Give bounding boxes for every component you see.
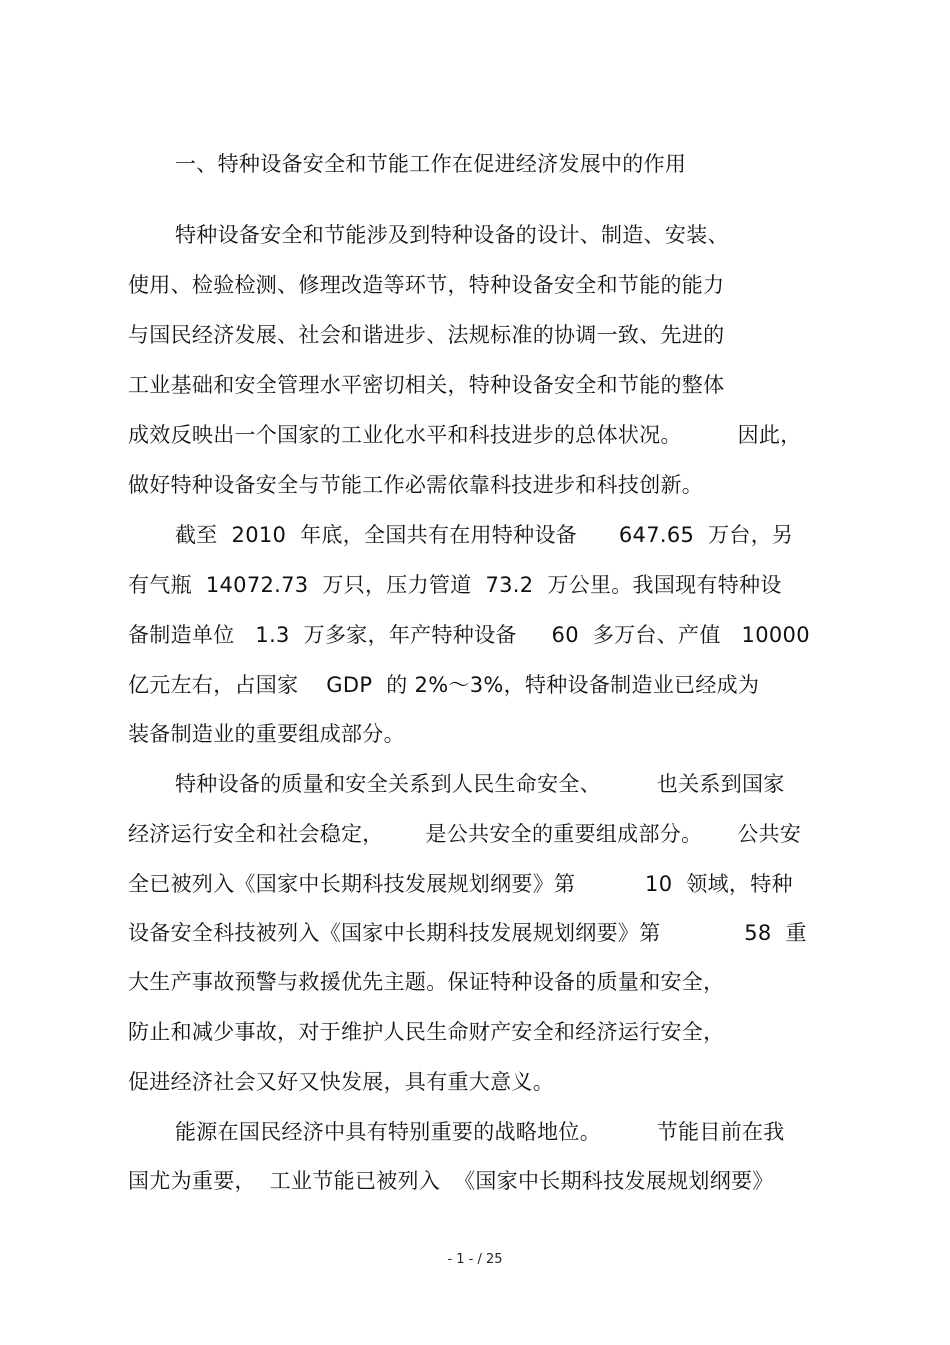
paragraph-line: 使用、检验检测、修理改造等环节，特种设备安全和节能的能力	[128, 273, 725, 297]
page-number-footer: - 1 - / 25	[447, 1252, 503, 1267]
paragraph-line: 防止和减少事故，对于维护人民生命财产安全和经济运行安全，	[128, 1020, 725, 1044]
paragraph-line: 特种设备的质量和安全关系到人民生命安全、 也关系到国家	[175, 772, 785, 796]
paragraph-line: 特种设备安全和节能涉及到特种设备的设计、制造、安装、	[175, 223, 729, 247]
paragraph-line: 与国民经济发展、社会和谐进步、法规标准的协调一致、先进的	[128, 323, 725, 347]
paragraph-line: 国尤为重要， 工业节能已被列入 《国家中长期科技发展规划纲要》	[128, 1169, 774, 1193]
paragraph-line: 装备制造业的重要组成部分。	[128, 722, 405, 746]
paragraph-line: 做好特种设备安全与节能工作必需依靠科技进步和科技创新。	[128, 473, 704, 497]
paragraph-line: 设备安全科技被列入《国家中长期科技发展规划纲要》第 58 重	[128, 921, 807, 945]
paragraph-line: 成效反映出一个国家的工业化水平和科技进步的总体状况。 因此，	[128, 423, 802, 447]
paragraph-line: 经济运行安全和社会稳定， 是公共安全的重要组成部分。 公共安	[128, 822, 802, 846]
paragraph-line: 能源在国民经济中具有特别重要的战略地位。 节能目前在我	[175, 1120, 785, 1144]
paragraph-line: 亿元左右，占国家 GDP 的 2%～3%，特种设备制造业已经成为	[128, 673, 760, 697]
paragraph-line: 促进经济社会又好又快发展，具有重大意义。	[128, 1070, 554, 1094]
paragraph-line: 备制造单位 1.3 万多家，年产特种设备 60 多万台、产值 10000	[128, 623, 810, 647]
paragraph-line: 工业基础和安全管理水平密切相关，特种设备安全和节能的整体	[128, 373, 725, 397]
paragraph-line: 大生产事故预警与救援优先主题。保证特种设备的质量和安全，	[128, 970, 725, 994]
paragraph-line: 有气瓶 14072.73 万只，压力管道 73.2 万公里。我国现有特种设	[128, 573, 782, 597]
paragraph-line: 截至 2010 年底，全国共有在用特种设备 647.65 万台，另	[175, 523, 794, 547]
section-heading: 一、特种设备安全和节能工作在促进经济发展中的作用	[175, 152, 687, 176]
paragraph-line: 全已被列入《国家中长期科技发展规划纲要》第 10 领域，特种	[128, 872, 793, 896]
